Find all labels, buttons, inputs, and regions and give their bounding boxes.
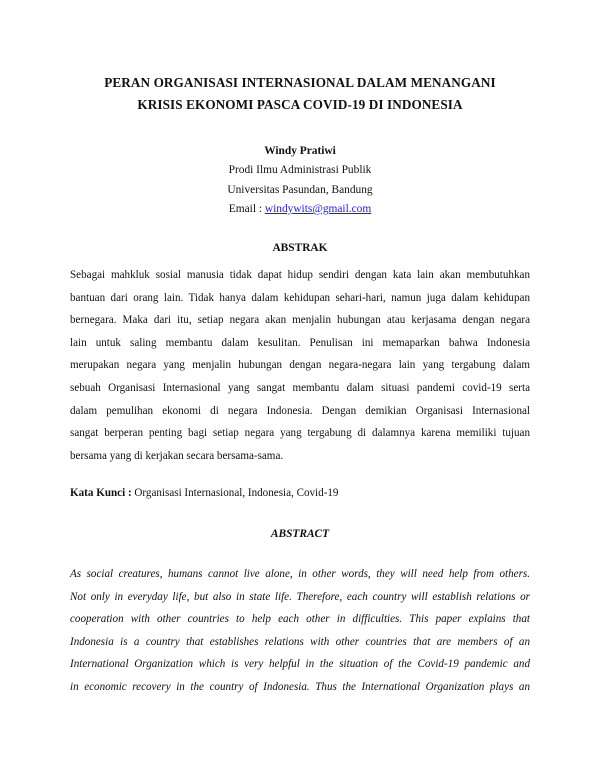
author-name: Windy Pratiwi	[264, 145, 336, 157]
author-email	[60, 202, 540, 217]
abstract-line: cooperation with other countries to help each other in difficulties. This paper explains that	[70, 613, 530, 626]
keywords	[70, 486, 530, 501]
paper-title-line-2: KRISIS EKONOMI PASCA COVID-19 DI INDONESIA	[137, 97, 463, 112]
abstrak-line: Sebagai mahkluk sosial manusia tidak dapat hidup sendiri dengan kata lain akan membutuhkan	[70, 269, 530, 281]
abstrak-line: bernegara. Maka dari itu, setiap negara akan menjalin hubungan atau kerjasama dengan negara	[70, 314, 530, 327]
abstrak-line: sebuah Organisasi Internasional yang sangat membantu dalam situasi pandemi covid-19 serta	[70, 381, 530, 394]
paper-title-line-1: PERAN ORGANISASI INTERNASIONAL DALAM MENANGANI	[104, 75, 496, 90]
email-label: Email :	[228, 203, 265, 215]
abstract-line: Indonesia is a country that establishes relations with other countries that are members of an	[70, 635, 530, 648]
abstrak-line: merupakan negara yang menjalin hubungan dengan negara-negara lain yang tergabung dalam	[70, 359, 530, 372]
email-link[interactable]: windywits@gmail.com	[264, 203, 372, 215]
abstrak-paragraph	[70, 268, 530, 471]
abstrak-heading: ABSTRAK	[272, 242, 328, 254]
abstrak-line: sangat berperan penting bagi setiap negara yang tergabung di dalamnya karena memiliki tujuan	[70, 427, 530, 440]
keywords-text: Organisasi Internasional, Indonesia, Covid-19	[131, 487, 339, 499]
abstrak-line: dalam pemulihan ekonomi di negara Indonesia. Dengan demikian Organisasi Internasional	[70, 404, 530, 417]
abstrak-line: lain untuk saling membantu dalam kesulitan. Penulisan ini memaparkan bahwa Indonesia	[70, 336, 530, 349]
abstract-paragraph	[70, 567, 530, 703]
keywords-label: Kata Kunci :	[70, 487, 132, 499]
abstract-line: Not only in everyday life, but also in state life. Therefore, each country will establish relations or	[70, 590, 530, 603]
abstract-line: in economic recovery in the country of Indonesia. Thus the International Organization plays an	[70, 680, 530, 693]
abstrak-line: bantuan dari orang lain. Tidak hanya dalam kehidupan sehari-hari, namun juga dalam kehidupan	[70, 291, 530, 304]
author-department: Prodi Ilmu Administrasi Publik	[228, 164, 372, 176]
abstract-heading: ABSTRACT	[270, 528, 330, 540]
abstrak-line: bersama yang di kerjakan secara bersama-sama.	[70, 449, 284, 462]
abstract-line: International Organization which is very helpful in the situation of the Covid-19 pandemic and	[70, 658, 530, 671]
author-university: Universitas Pasundan, Bandung	[227, 184, 373, 196]
abstract-line: As social creatures, humans cannot live alone, in other words, they will need help from others.	[70, 568, 530, 580]
